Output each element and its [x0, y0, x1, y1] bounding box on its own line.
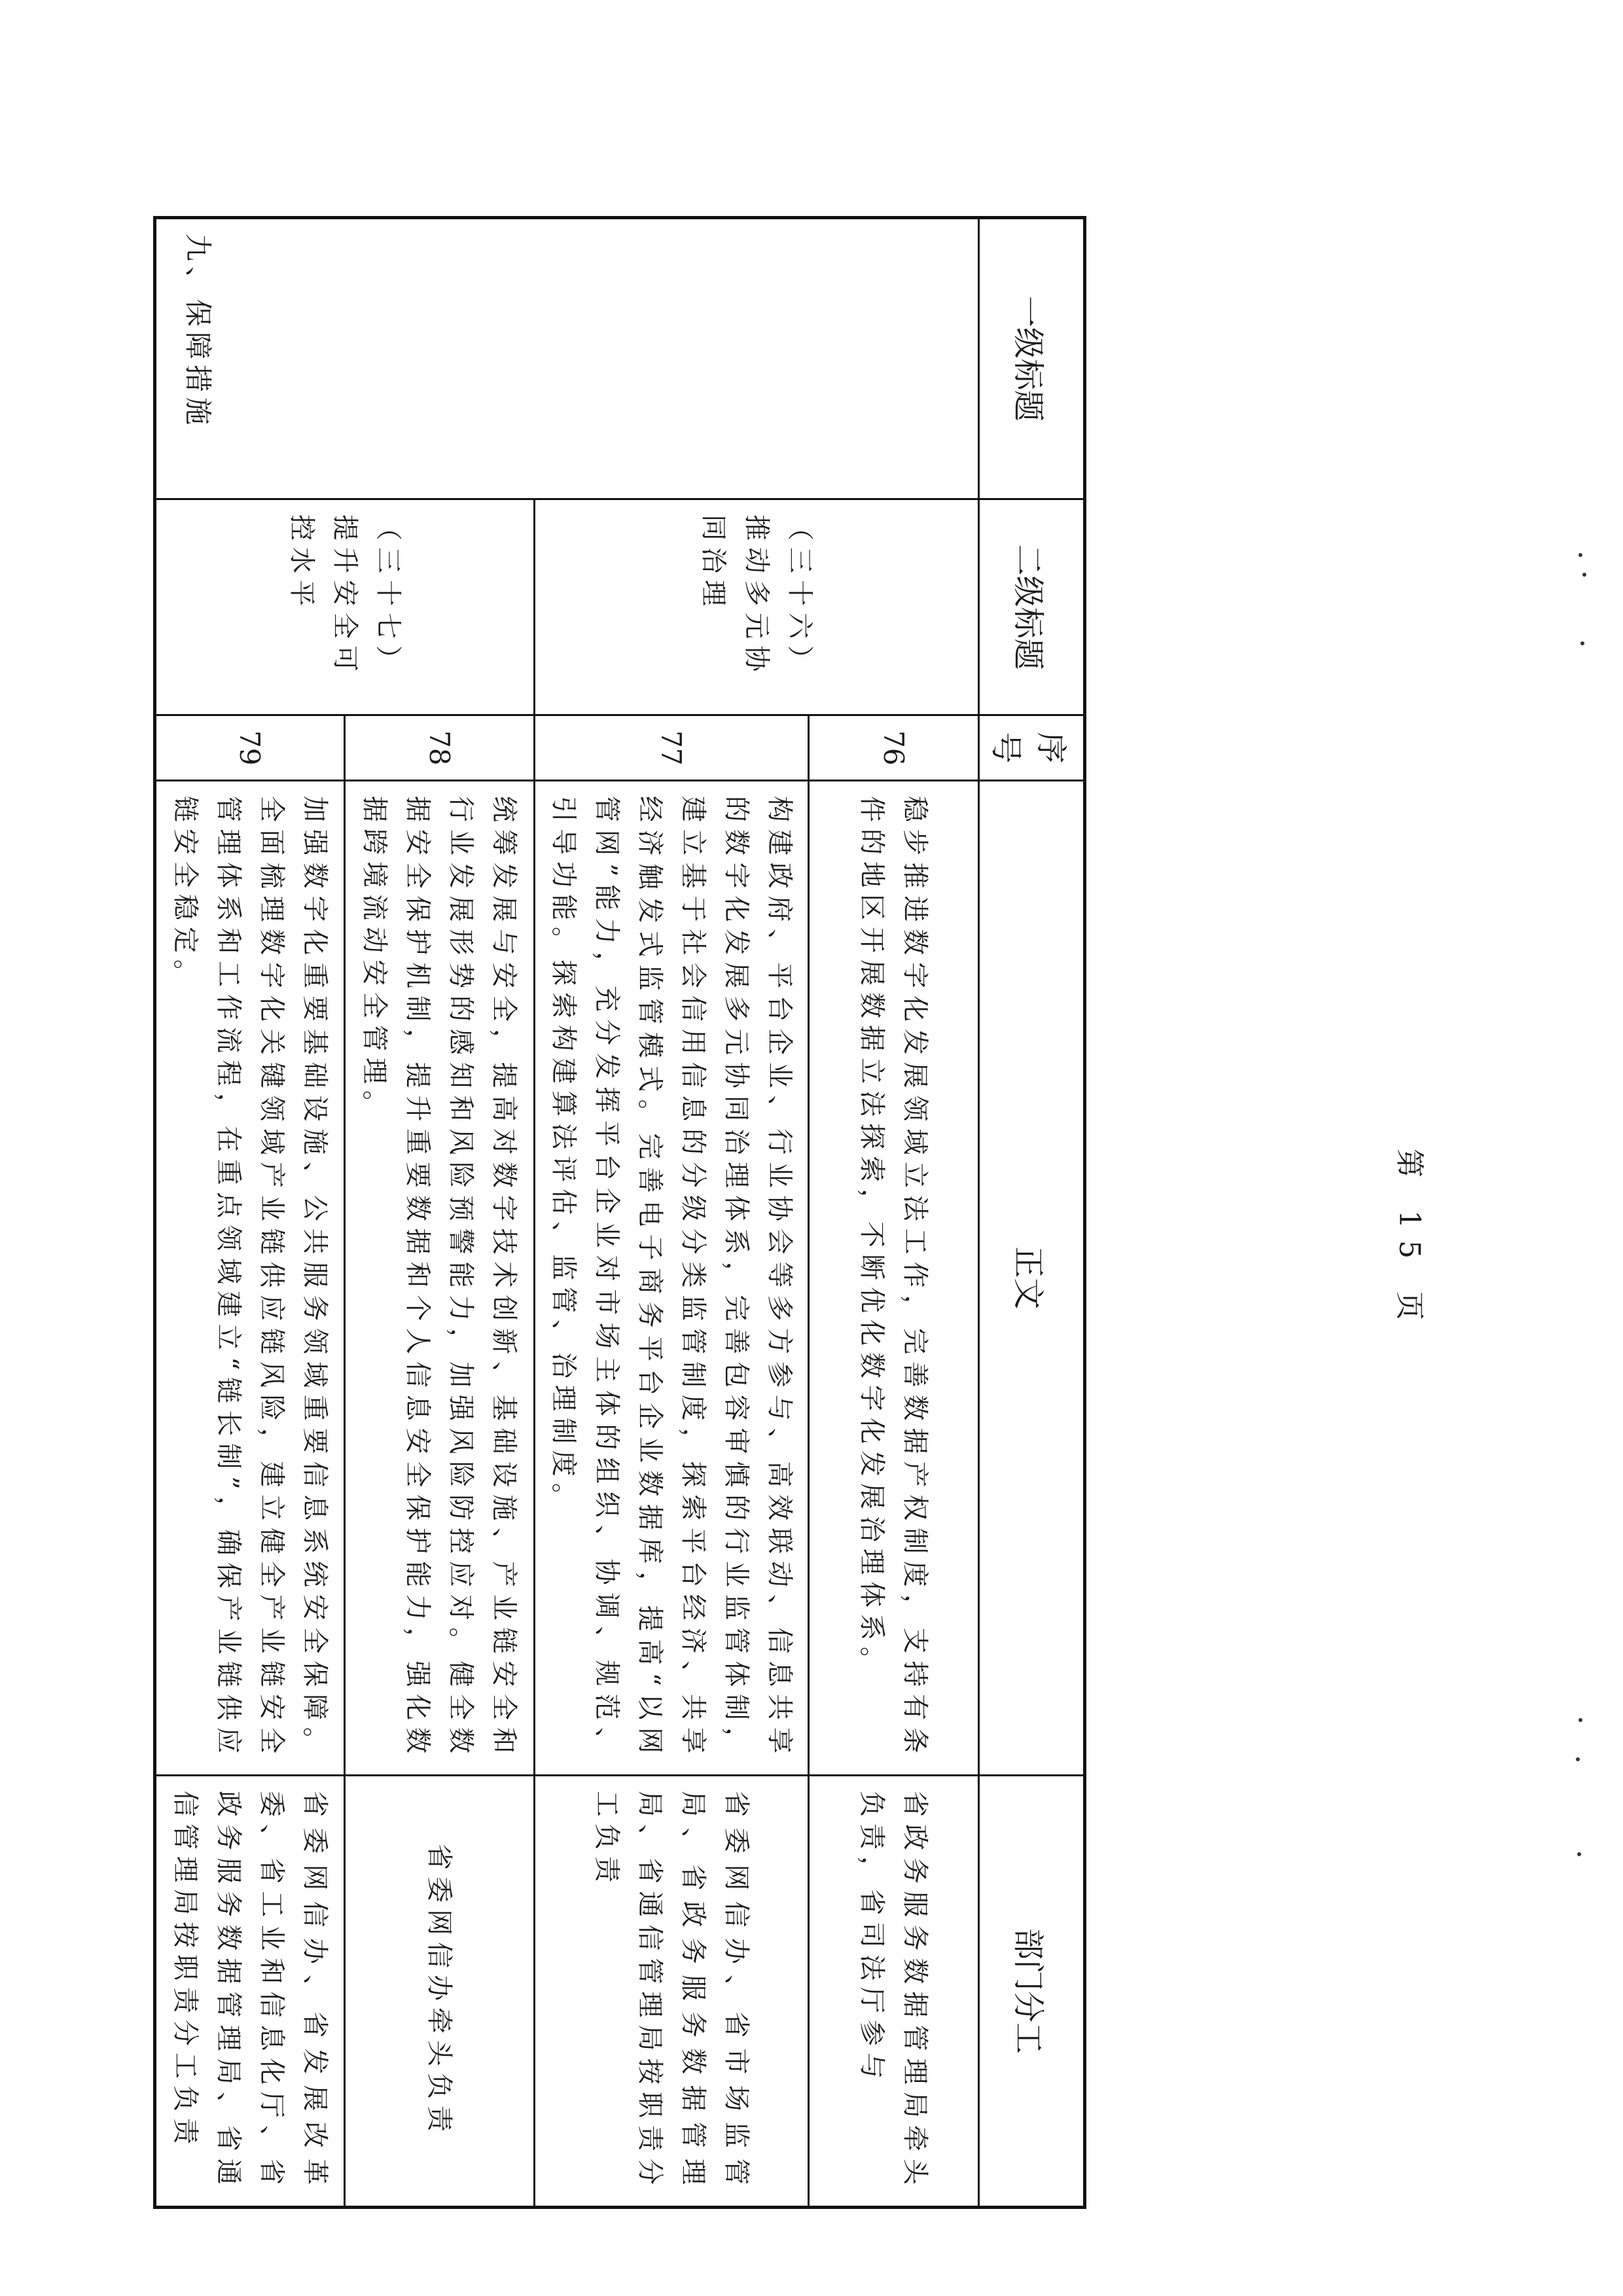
scan-speck	[1576, 1757, 1580, 1761]
scan-speck	[1580, 641, 1584, 645]
scan-speck	[1578, 1718, 1582, 1722]
row-number: 76	[809, 715, 979, 781]
level1-title-cell: 九、保障措施	[155, 218, 979, 499]
measures-table	[153, 216, 1086, 2209]
level2-title-cell: （三十六）推动多元协同治理	[535, 499, 979, 715]
row-body-text: 稳步推进数字化发展领域立法工作，完善数据产权制度，支持有条件的地区开展数据立法探索，不断优化数字化发展治理体系。	[809, 781, 979, 1776]
scan-speck	[1578, 553, 1582, 557]
table-header-row	[979, 218, 1085, 2208]
row-number: 78	[345, 715, 535, 781]
header-seq: 序号	[979, 715, 1085, 781]
header-body: 正文	[979, 781, 1085, 1776]
table-row	[345, 218, 535, 2208]
row-number: 77	[535, 715, 809, 781]
row-dept-text: 省委网信办牵头负责	[345, 1776, 535, 2208]
header-dept: 部门分工	[979, 1776, 1085, 2208]
row-dept-text: 省委网信办、省市场监管局、省政务服务数据管理局、省通信管理局按职责分工负责	[535, 1776, 809, 2208]
scan-speck	[1582, 573, 1586, 577]
scan-speck	[1577, 1852, 1581, 1856]
row-body-text: 加强数字化重要基础设施、公共服务领域重要信息系统安全保障。全面梳理数字化关键领域产业链供应链风险，建立健全产业链安全管理体系和工作流程，在重点领域建立“链长制”，确保产业链供应链安全稳定。	[155, 781, 345, 1776]
header-level1: 一级标题	[979, 218, 1085, 499]
table-container	[170, 216, 1086, 2206]
row-number: 79	[155, 715, 345, 781]
row-body-text: 统筹发展与安全，提高对数字技术创新、基础设施、产业链安全和行业发展形势的感知和风险预警能力，加强风险防控应对。健全数据安全保护机制，提升重要数据和个人信息安全保护能力，强化数据跨境流动安全管理。	[345, 781, 535, 1776]
level2-title-cell: （三十七）提升安全可控水平	[155, 499, 535, 715]
row-dept-text: 省委网信办、省发展改革委、省工业和信息化厅、省政务服务数据管理局、省通信管理局按职责分工负责	[155, 1776, 345, 2208]
page-footer: 第 15 页	[1393, 1149, 1426, 1332]
header-level2: 二级标题	[979, 499, 1085, 715]
row-body-text: 构建政府、平台企业、行业协会等多方参与、高效联动、信息共享的数字化发展多元协同治理体系，完善包容审慎的行业监管体制，建立基于社会信用信息的分级分类监管制度，探索平台经济、共享经济触发式监管模式。完善电子商务平台企业数据库，提高“以网管网”能力，充分发挥平台企业对市场主体的组织、协调、规范、引导功能。探索构建算法评估、监管、治理制度。	[535, 781, 809, 1776]
table-row	[809, 218, 979, 2208]
row-dept-text: 省政务服务数据管理局牵头负责，省司法厅参与	[809, 1776, 979, 2208]
